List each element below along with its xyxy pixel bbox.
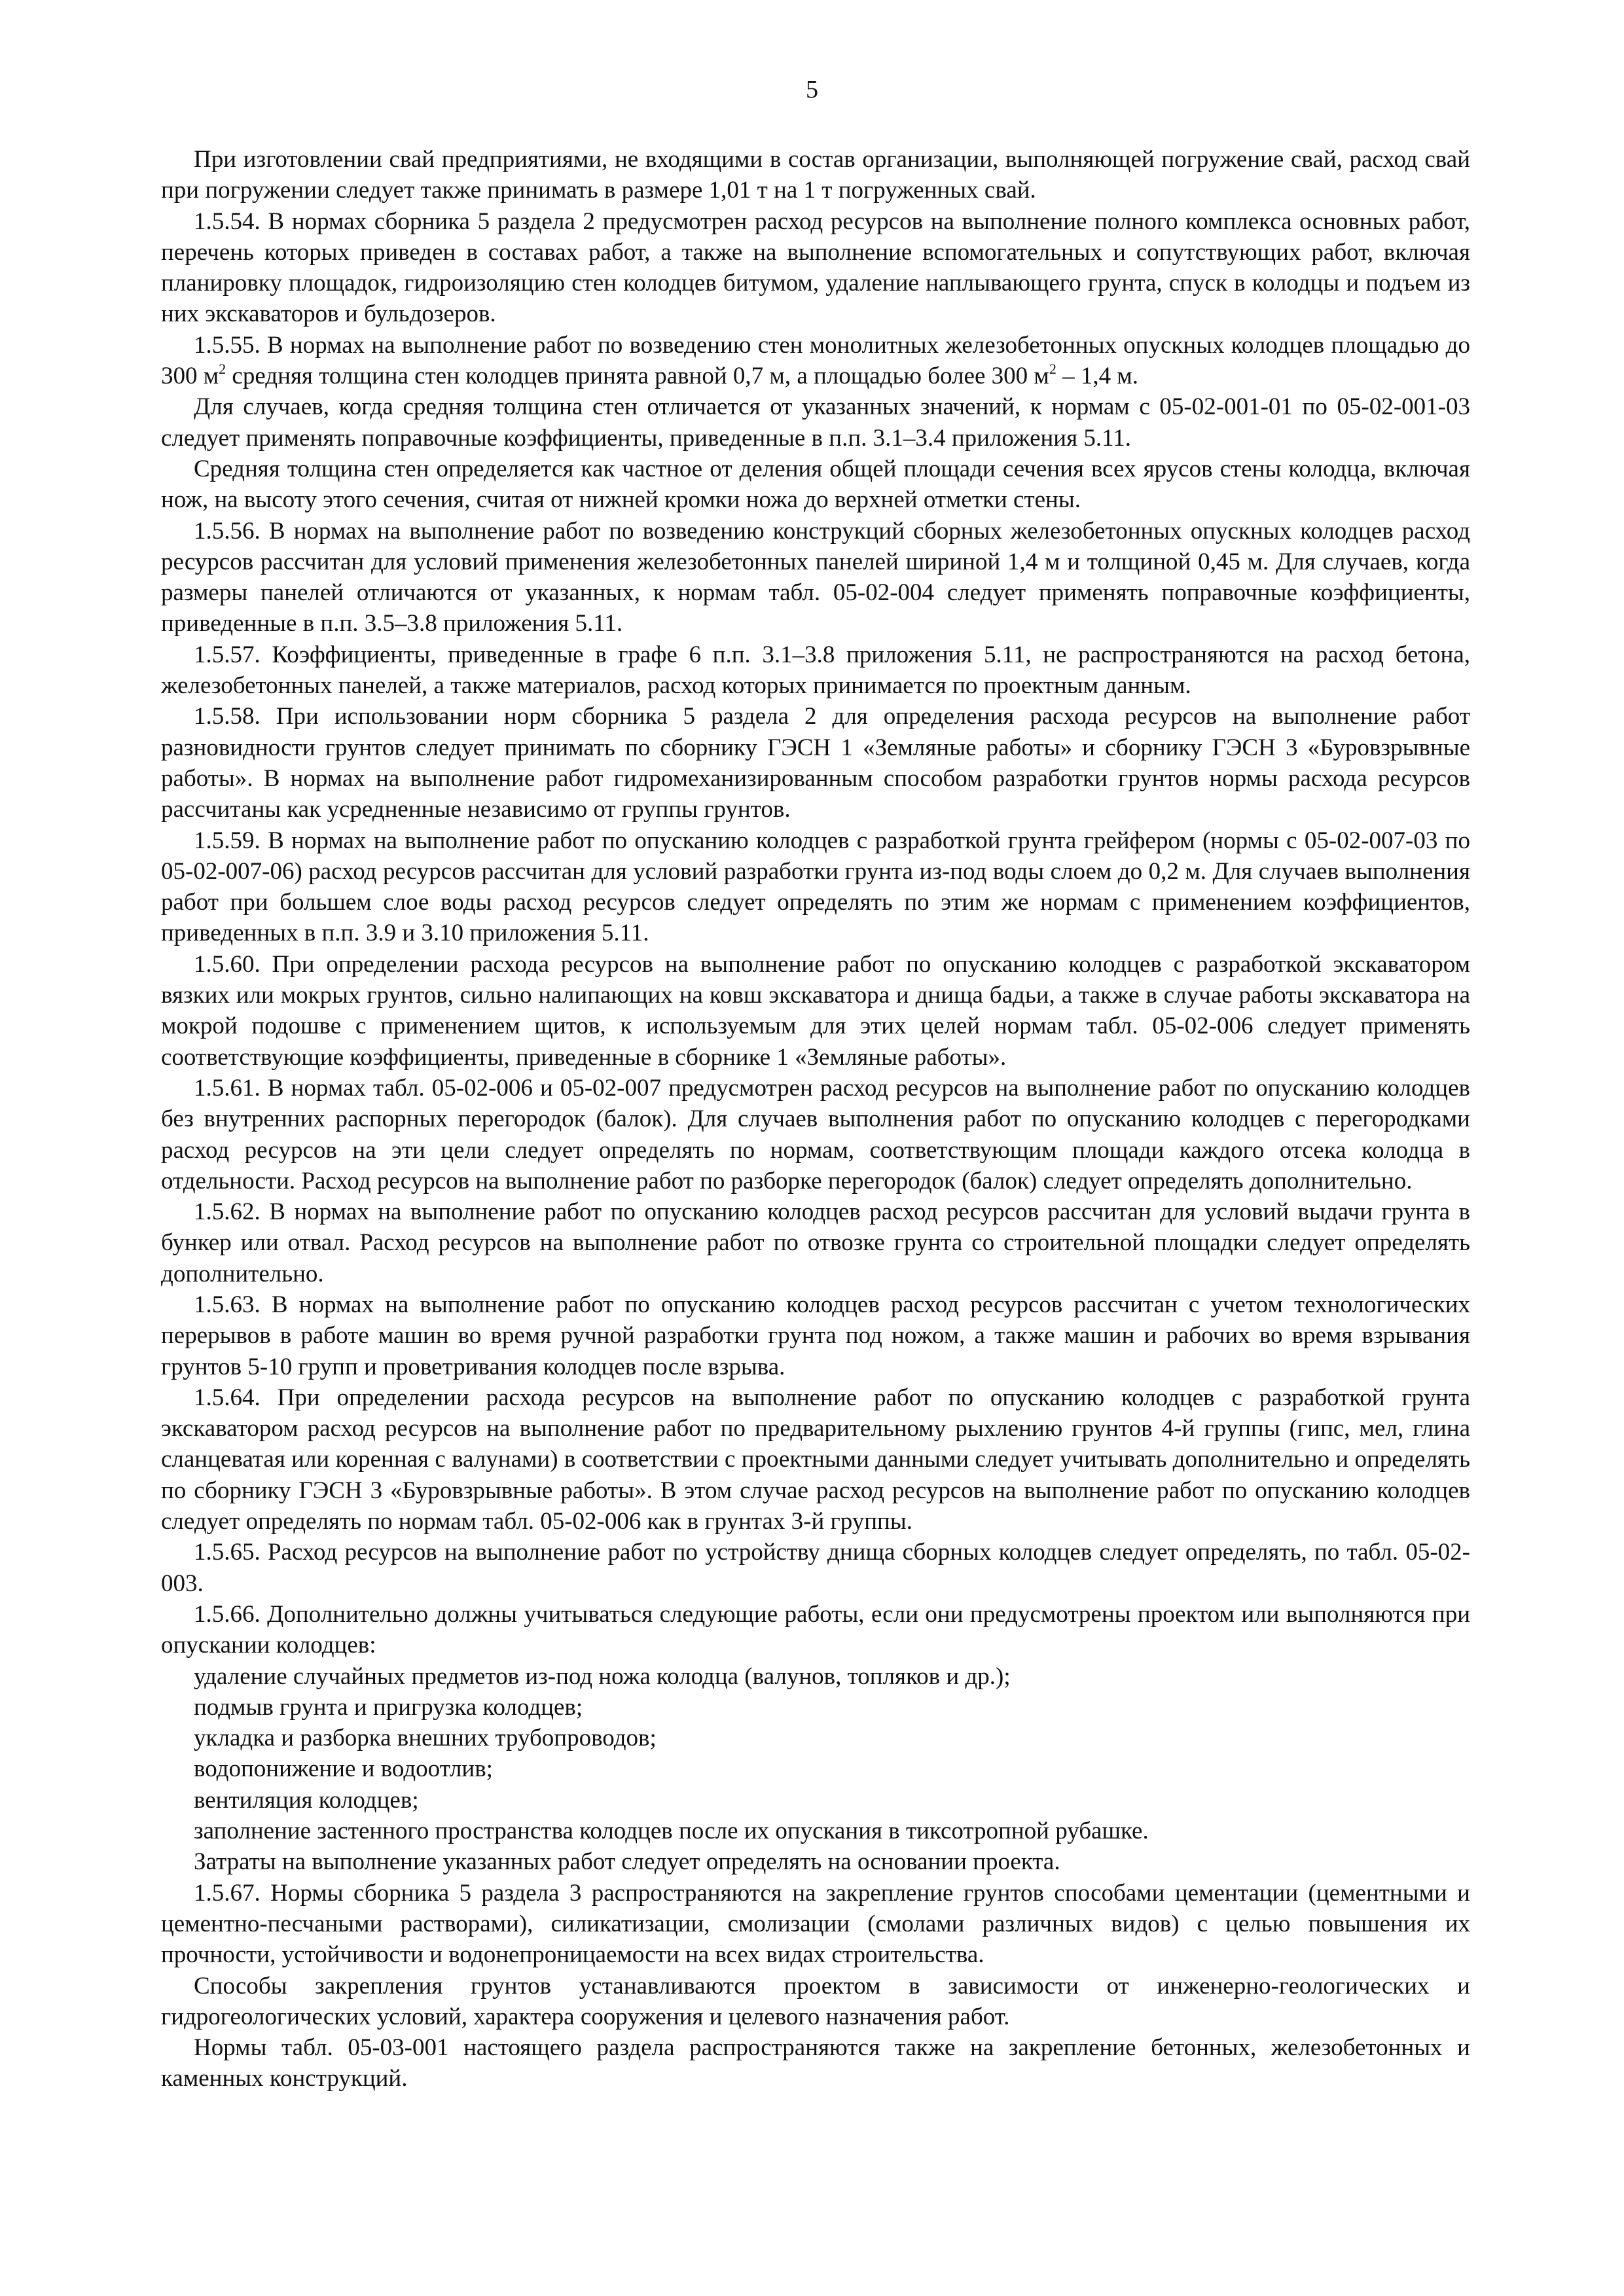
paragraph-1-5-65: 1.5.65. Расход ресурсов на выполнение работ по устройству днища сборных колодцев следует определять, по табл. 05-02-003. [161, 1539, 1470, 1597]
list-item: водопонижение и водоотлив; [194, 1755, 493, 1783]
paragraph-1-5-61: 1.5.61. В нормах табл. 05-02-006 и 05-02-007 предусмотрен расход ресурсов на выполнение работ по опусканию колодцев без внутренних распорных перегородок (балок). Для случаев выполнения работ по опусканию колодцев с перегородками расход ресурсов на эти цели следует определять по нормам, соответствующим площади каждого отсека колодца в отдельности. Расход ресурсов на выполнение работ по разборке перегородок (балок) следует определять дополнительно. [161, 1074, 1470, 1194]
paragraph: Средняя толщина стен определяется как частное от деления общей площади сечения всех ярусов стены колодца, включая нож, на высоту этого сечения, считая от нижней кромки ножа до верхней отметки стены. [161, 455, 1470, 514]
text-run: – 1,4 м. [1056, 363, 1139, 390]
paragraph-1-5-58: 1.5.58. При использовании норм сборника 5 раздела 2 для определения расхода ресурсов на выполнение работ разновидности грунтов следует принимать по сборнику ГЭСН 1 «Земляные работы» и сборнику ГЭСН 3 «Буровзрывные работы». В нормах на выполнение работ гидромеханизированным способом разработки грунтов нормы расхода ресурсов рассчитаны как усредненные независимо от группы грунтов. [161, 703, 1470, 823]
paragraph-1-5-56: 1.5.56. В нормах на выполнение работ по возведению конструкций сборных железобетонных опускных колодцев расход ресурсов рассчитан для условий применения железобетонных панелей шириной 1,4 м и толщиной 0,45 м. Для случаев, когда размеры панелей отличаются от указанных, к нормам табл. 05-02-004 следует применять поправочные коэффициенты, приведенные в п.п. 3.5–3.8 приложения 5.11. [161, 517, 1470, 637]
list-item: укладка и разборка внешних трубопроводов; [194, 1725, 657, 1752]
text-run: средняя толщина стен колодцев принята равной 0,7 м, а площадью более 300 м [226, 363, 1049, 390]
superscript: 2 [219, 361, 226, 378]
paragraph-1-5-57: 1.5.57. Коэффициенты, приведенные в графе 6 п.п. 3.1–3.8 приложения 5.11, не распространяются на расход бетона, железобетонных панелей, а также материалов, расход которых принимается по проектным данным. [161, 641, 1470, 700]
list-item: заполнение застенного пространства колодцев после их опускания в тиксотропной рубашке. [194, 1818, 1149, 1845]
paragraph-1-5-62: 1.5.62. В нормах на выполнение работ по опусканию колодцев расход ресурсов рассчитан для условий выдачи грунта в бункер или отвал. Расход ресурсов на выполнение работ по отвозке грунта со строительной площадки следует определять дополнительно. [161, 1198, 1470, 1287]
paragraph-1-5-63: 1.5.63. В нормах на выполнение работ по опусканию колодцев расход ресурсов рассчитан с учетом технологических перерывов в работе машин во время ручной разработки грунта под ножом, а также машин и рабочих во время взрывания грунтов 5-10 групп и проветривания колодцев после взрыва. [161, 1291, 1470, 1380]
paragraph-1-5-59: 1.5.59. В нормах на выполнение работ по опусканию колодцев с разработкой грунта грейфером (нормы с 05-02-007-03 по 05-02-007-06) расход ресурсов рассчитан для условий разработки грунта из-под воды слоем до 0,2 м. Для случаев выполнения работ при большем слое воды расход ресурсов следует определять по этим же нормам с применением коэффициентов, приведенных в п.п. 3.9 и 3.10 приложения 5.11. [161, 827, 1470, 947]
paragraph-1-5-66: 1.5.66. Дополнительно должны учитываться следующие работы, если они предусмотрены проектом или выполняются при опускании колодцев: [161, 1600, 1470, 1659]
page-number: 5 [806, 76, 818, 103]
list-item: подмыв грунта и пригрузка колодцев; [194, 1693, 583, 1721]
paragraph-1-5-64: 1.5.64. При определении расхода ресурсов на выполнение работ по опусканию колодцев с разработкой грунта экскаватором расход ресурсов на выполнение работ по предварительному рыхлению грунтов 4-й группы (гипс, мел, глина сланцеватая или коренная с валунами) в соответствии с проектными данными следует учитывать дополнительно и определять по сборнику ГЭСН 3 «Буровзрывные работы». В этом случае расход ресурсов на выполнение работ по опусканию колодцев следует определять по нормам табл. 05-02-006 как в грунтах 3-й группы. [161, 1384, 1470, 1535]
list-item: удаление случайных предметов из-под ножа колодца (валунов, топляков и др.); [194, 1662, 1011, 1690]
paragraph-1-5-60: 1.5.60. При определении расхода ресурсов на выполнение работ по опусканию колодцев с разработкой экскаватором вязких или мокрых грунтов, сильно налипающих на ковш экскаватора и днища бадьи, а также в случае работы экскаватора на мокрой подошве с применением щитов, к используемым для этих целей нормам табл. 05-02-006 следует применять соответствующие коэффициенты, приведенные в сборнике 1 «Земляные работы». [161, 950, 1470, 1071]
superscript: 2 [1049, 361, 1056, 378]
paragraph: Способы закрепления грунтов устанавливаются проектом в зависимости от инженерно-геологических и гидрогеологических условий, характера сооружения и целевого назначения работ. [161, 1972, 1470, 2030]
paragraph-1-5-54: 1.5.54. В нормах сборника 5 раздела 2 предусмотрен расход ресурсов на выполнение полного комплекса основных работ, перечень которых приведен в составах работ, а также на выполнение вспомогательных и сопутствующих работ, включая планировку площадок, гидроизоляцию стен колодцев битумом, удаление наплывающего грунта, спуск в колодцы и подъем из них экскаваторов и бульдозеров. [161, 207, 1470, 328]
paragraph-1-5-67: 1.5.67. Нормы сборника 5 раздела 3 распространяются на закрепление грунтов способами цементации (цементными и цементно-песчаными растворами), силикатизации, смолизации (смолами различных видов) с целью повышения их прочности, устойчивости и водонепроницаемости на всех видах строительства. [161, 1879, 1470, 1969]
list-item: вентиляция колодцев; [194, 1786, 419, 1814]
paragraph: При изготовлении свай предприятиями, не входящими в состав организации, выполняющей погружение свай, расход свай при погружении следует также принимать в размере 1,01 т на 1 т погруженных свай. [161, 146, 1470, 204]
text-run: 1.5.55. В нормах на выполнение работ по возведению стен монолитных железобетонных опускных колодцев площадью до 300 м [161, 331, 1470, 390]
paragraph: Для случаев, когда средняя толщина стен отличается от указанных значений, к нормам с 05-02-001-01 по 05-02-001-03 следует применять поправочные коэффициенты, приведенные в п.п. 3.1–3.4 приложения 5.11. [161, 393, 1470, 452]
paragraph-1-5-55 [161, 330, 1470, 392]
document-body [161, 144, 1470, 2094]
paragraph: Затраты на выполнение указанных работ следует определять на основании проекта. [194, 1848, 1060, 1876]
paragraph: Нормы табл. 05-03-001 настоящего раздела распространяются также на закрепление бетонных, железобетонных и каменных конструкций. [161, 2034, 1470, 2092]
